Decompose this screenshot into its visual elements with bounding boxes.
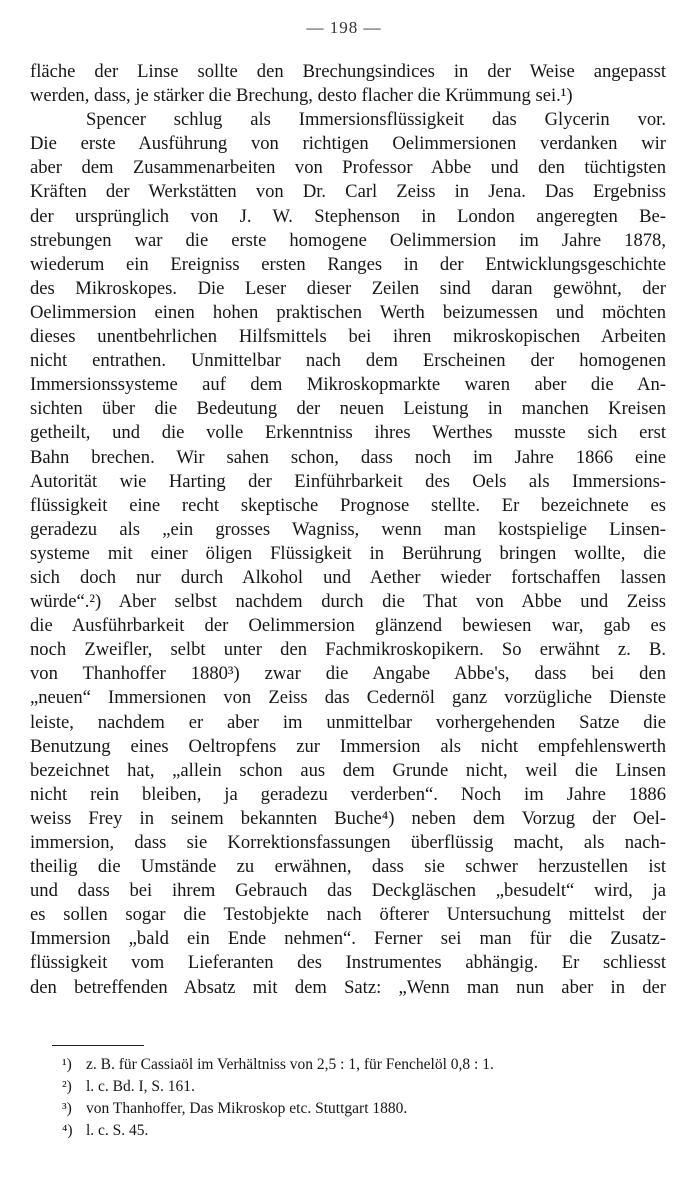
text-line: noch Zweifler, selbt unter den Fachmikroskopikern. So erwähnt z. B.: [30, 639, 666, 661]
footnote-text: l. c. Bd. I, S. 161.: [86, 1078, 195, 1095]
text-line: weiss Frey in seinem bekannten Buche⁴) neben dem Vorzug der Oel-: [30, 807, 666, 829]
text-line: leiste, nachdem er aber im unmittelbar vorhergehenden Satze die: [30, 711, 666, 733]
footnote-mark: ¹): [62, 1056, 72, 1073]
text-line: immersion, dass sie Korrektionsfassungen überflüssig macht, als nach-: [30, 832, 666, 853]
text-line: werden, dass, je stärker die Brechung, desto flacher die Krümmung sei.¹): [30, 85, 573, 107]
text-line: Kräften der Werkstätten von Dr. Carl Zeiss in Jena. Das Ergebniss: [30, 181, 666, 203]
footnote: [62, 1076, 622, 1098]
text-line: flüssigkeit eine recht skeptische Prognose stellte. Er bezeichnete es: [30, 494, 666, 516]
text-line: getheilt, und die volle Erkenntniss ihres Werthes musste sich erst: [30, 422, 666, 444]
footnotes: [62, 1054, 622, 1142]
text-line: dieses unentbehrlichen Hilfsmittels bei ihren mikroskopischen Arbeiten: [30, 326, 666, 348]
text-line: von Thanhoffer 1880³) zwar die Angabe Abbe's, dass bei den: [30, 663, 666, 685]
footnote-mark: ²): [62, 1078, 72, 1095]
text-line: des Mikroskopes. Die Leser dieser Zeilen sind daran gewöhnt, der: [30, 277, 666, 299]
footnote: [62, 1054, 622, 1076]
text-line: bezeichnet hat, „allein schon aus dem Grunde nicht, weil die Linsen: [30, 759, 666, 781]
text-line: der ursprünglich von J. W. Stephenson in London angeregten Be-: [30, 205, 666, 227]
footnote-text: von Thanhoffer, Das Mikroskop etc. Stuttgart 1880.: [86, 1100, 408, 1117]
footnote-divider: [52, 1045, 144, 1046]
text-line: Benutzung eines Oeltropfens zur Immersion als nicht empfehlenswerth: [30, 735, 666, 757]
text-line: fläche der Linse sollte den Brechungsindices in der Weise angepasst: [30, 61, 666, 82]
text-line: flüssigkeit vom Lieferanten des Instrumentes abhängig. Er schliesst: [30, 952, 666, 974]
text-line: Oelimmersion einen hohen praktischen Werth beizumessen und möchten: [30, 301, 666, 323]
page-number: — 198 —: [306, 18, 382, 37]
text-line: es sollen sogar die Testobjekte nach öfterer Untersuchung mittelst der: [30, 904, 666, 926]
text-line: Bahn brechen. Wir sahen schon, dass noch im Jahre 1866 eine: [30, 446, 666, 468]
text-line: nicht entrathen. Unmittelbar nach dem Erscheinen der homogenen: [30, 350, 666, 372]
footnote-text: l. c. S. 45.: [86, 1122, 149, 1139]
text-line: geradezu als „ein grosses Wagniss, wenn man kostspielige Linsen-: [30, 518, 666, 540]
text-line: Die erste Ausführung von richtigen Oelimmersionen verdanken wir: [30, 133, 666, 155]
footnote-mark: ⁴): [62, 1122, 73, 1139]
text-line: würde“.²) Aber selbst nachdem durch die That von Abbe und Zeiss: [30, 591, 666, 613]
text-line: Spencer schlug als Immersionsflüssigkeit das Glycerin vor.: [86, 109, 666, 131]
text-line: wiederum ein Ereigniss ersten Ranges in der Entwicklungsgeschichte: [30, 253, 666, 275]
text-line: „neuen“ Immersionen von Zeiss das Cedernöl ganz vorzügliche Dienste: [30, 687, 666, 709]
text-line: Immersion „bald ein Ende nehmen“. Ferner sei man für die Zusatz-: [30, 928, 666, 950]
text-line: theilig die Umstände zu erwähnen, dass sie schwer herzustellen ist: [30, 856, 666, 878]
body-text: [30, 60, 666, 1000]
text-line: die Ausführbarkeit der Oelimmersion glänzend bewiesen war, gab es: [30, 615, 666, 637]
footnote-mark: ³): [62, 1100, 72, 1117]
text-line: sich doch nur durch Alkohol und Aether wieder fortschaffen lassen: [30, 566, 666, 588]
footnote: [62, 1098, 622, 1120]
text-line: strebungen war die erste homogene Oelimmersion im Jahre 1878,: [30, 229, 666, 251]
footnote-text: z. B. für Cassiaöl im Verhältniss von 2,5 : 1, für Fenchelöl 0,8 : 1.: [86, 1056, 494, 1073]
text-line: aber dem Zusammenarbeiten von Professor Abbe und den tüchtigsten: [30, 157, 666, 179]
text-line: und dass bei ihrem Gebrauch das Deckgläschen „besudelt“ wird, ja: [30, 880, 666, 902]
text-line: Immersionssysteme auf dem Mikroskopmarkte waren aber die An-: [30, 374, 666, 396]
text-line: sichten über die Bedeutung der neuen Leistung in manchen Kreisen: [30, 398, 666, 420]
text-line: Autorität wie Harting der Einführbarkeit des Oels als Immersions-: [30, 470, 666, 492]
text-line: den betreffenden Absatz mit dem Satz: „Wenn man nun aber in der: [30, 976, 666, 998]
text-line: nicht rein bleiben, ja geradezu verderben“. Noch im Jahre 1886: [30, 783, 666, 805]
text-line: systeme mit einer öligen Flüssigkeit in Berührung bringen wollte, die: [30, 542, 666, 564]
footnote: [62, 1120, 622, 1142]
